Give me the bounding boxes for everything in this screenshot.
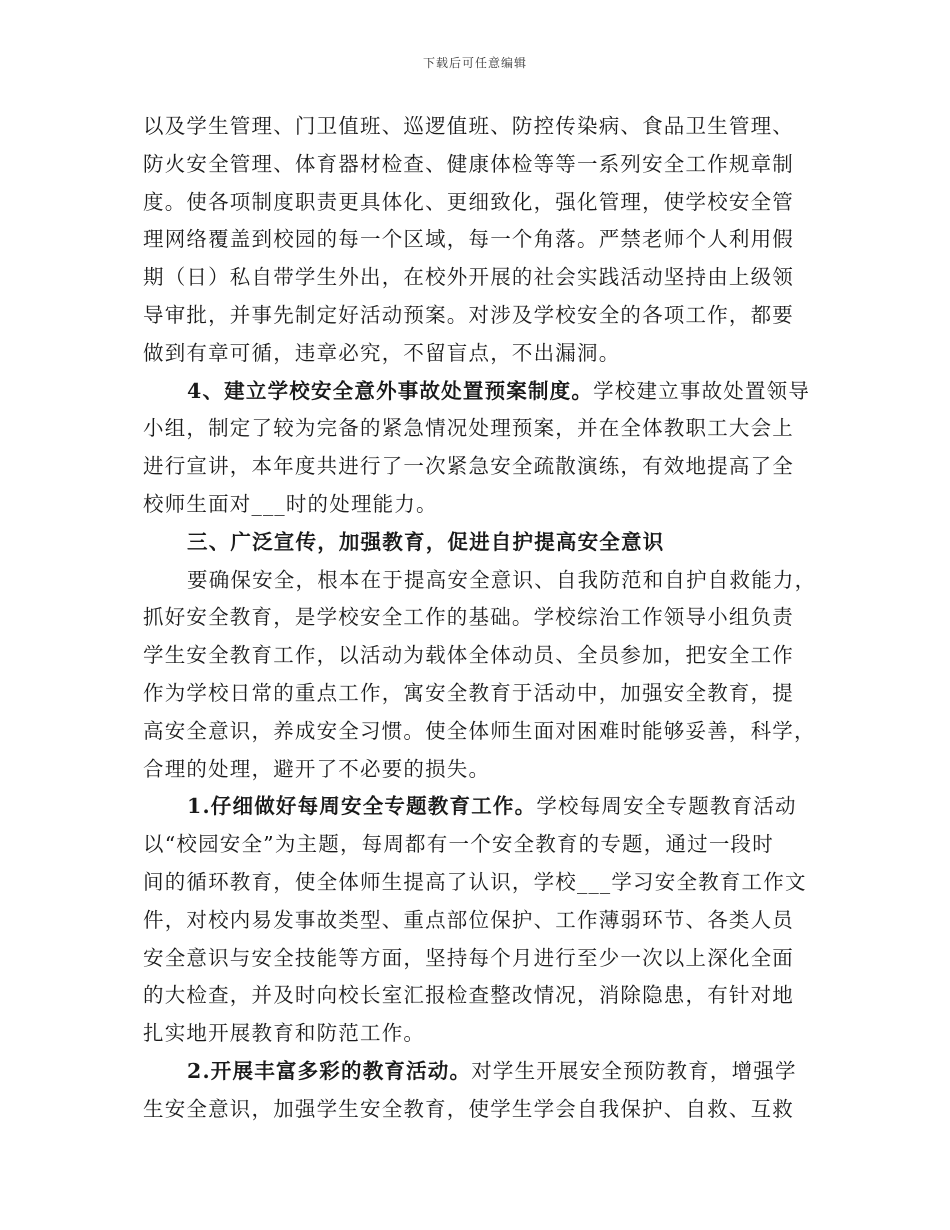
- text-line: 度。使各项制度职责更具体化、更细致化，强化管理，使学校安全管: [143, 189, 794, 214]
- text-line: 间的循环教育，使全体师生提高了认识，学校___学习安全教育工作文: [143, 869, 807, 894]
- item-1-line: [143, 788, 815, 826]
- item-2-line: [143, 1053, 815, 1091]
- text-line: 扎实地开展教育和防范工作。: [143, 1021, 426, 1046]
- item-1-text: 学校每周安全专题教育活动: [536, 794, 797, 819]
- text-line: 小组，制定了较为完备的紧急情况处理预案，并在全体教职工大会上: [143, 416, 794, 441]
- text-line: 防火安全管理、体育器材检查、健康体检等等一系列安全工作规章制: [143, 151, 794, 176]
- text-line: 安全意识与安全技能等方面，坚持每个月进行至少一次以上深化全面: [143, 945, 794, 970]
- item-2-heading: 2.开展丰富多彩的教育活动。: [187, 1058, 472, 1083]
- item-2-text: 对学生开展安全预防教育，增强学: [471, 1058, 797, 1083]
- text-line: 要确保安全，根本在于提高安全意识、自我防范和自护自救能力，: [187, 567, 817, 592]
- section-4-heading: 4、建立学校安全意外事故处置预案制度。: [187, 378, 594, 403]
- section-4-text: 学校建立事故处置领导: [593, 378, 811, 403]
- text-line: 期（日）私自带学生外出，在校外开展的社会实践活动坚持由上级领: [143, 265, 794, 290]
- text-line: 件，对校内易发事故类型、重点部位保护、工作薄弱环节、各类人员: [143, 907, 794, 932]
- text-line: 抓好安全教育，是学校安全工作的基础。学校综治工作领导小组负责: [143, 605, 794, 630]
- text-line: 校师生面对___时的处理能力。: [143, 491, 438, 516]
- section-3-heading: 三、广泛宣传，加强教育，促进自护提高安全意识: [187, 529, 665, 554]
- text-line: 导审批，并事先制定好活动预案。对涉及学校安全的各项工作，都要: [143, 302, 794, 327]
- text-line: 进行宣讲，本年度共进行了一次紧急安全疏散演练，有效地提高了全: [143, 454, 794, 479]
- text-line: 作为学校日常的重点工作，寓安全教育于活动中，加强安全教育，提: [143, 680, 794, 705]
- text-line: 理网络覆盖到校园的每一个区域，每一个角落。严禁老师个人利用假: [143, 227, 794, 252]
- document-body: [143, 108, 815, 1129]
- section-3-line: [143, 524, 815, 562]
- text-line: 学生安全教育工作，以活动为载体全体动员、全员参加，把安全工作: [143, 643, 794, 668]
- text-line: 生安全意识，加强学生安全教育，使学生学会自我保护、自救、互救: [143, 1096, 794, 1121]
- text-line: 的大检查，并及时向校长室汇报检查整改情况，消除隐患，有针对地: [143, 983, 794, 1008]
- text-line: 做到有章可循，违章必究，不留盲点，不出漏洞。: [143, 340, 621, 365]
- text-line: 合理的处理，避开了不必要的损失。: [143, 756, 491, 781]
- text-line: 高安全意识，养成安全习惯。使全体师生面对困难时能够妥善，科学，: [143, 718, 816, 743]
- section-4-line: [143, 373, 815, 411]
- header-note: 下载后可任意编辑: [422, 56, 527, 70]
- text-line: 以及学生管理、门卫值班、巡逻值班、防控传染病、食品卫生管理、: [143, 114, 794, 138]
- item-1-heading: 1.仔细做好每周安全专题教育工作。: [187, 794, 537, 819]
- text-line: 以“校园安全”为主题，每周都有一个安全教育的专题，通过一段时: [143, 832, 774, 857]
